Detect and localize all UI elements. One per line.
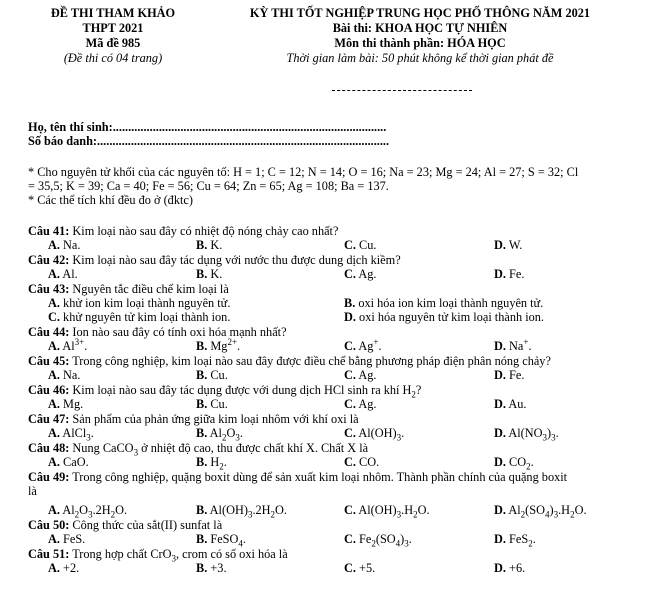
option-c: C. Cu.	[344, 238, 377, 252]
question-46: Câu 46: Kim loại nào sau đây tác dụng được với dung dịch HCl sinh ra khí $H_2$?	[28, 383, 422, 400]
option-c: C. +5.	[344, 561, 376, 575]
question-51-options	[48, 561, 640, 575]
question-label: Câu 49:	[28, 470, 70, 484]
question-label: Câu 46:	[28, 383, 70, 397]
option-c: C. CO.	[344, 455, 380, 469]
exam-title: KỲ THI TỐT NGHIỆP TRUNG HỌC PHỔ THÔNG NĂM 2021	[249, 6, 591, 20]
option-c: C. Ag.	[344, 368, 377, 382]
option-a: A. Na.	[48, 238, 81, 252]
question-49-continuation: là	[28, 484, 37, 498]
option-a: A. Mg.	[48, 397, 84, 411]
question-label: Câu 47:	[28, 412, 70, 426]
c: C. $Al(OH)_3.H_2O$.	[344, 503, 430, 520]
question-45: Câu 45: Trong công nghiệp, kim loại nào sau đây được điều chế bằng phương pháp điện phân nóng chảy?	[28, 354, 551, 368]
question-41-options	[48, 238, 640, 252]
option-d: D. Au.	[494, 397, 527, 411]
option-d: D. Fe.	[494, 267, 525, 281]
b: B. $Al(OH)_3.2H_2O$.	[196, 503, 288, 520]
exam-header-left	[28, 6, 198, 66]
option-b: B. Cu.	[196, 397, 228, 411]
option-d: D. oxi hóa nguyên tử kim loại thành ion.	[344, 310, 544, 324]
option-b: B. +3.	[196, 561, 227, 575]
option-a: A. khử ion kim loại thành nguyên tử.	[48, 296, 231, 310]
option-d: D. Fe.	[494, 368, 525, 382]
option-c: C. khử nguyên tử kim loại thành ion.	[48, 310, 231, 324]
exam-subject: Bài thi: KHOA HỌC TỰ NHIÊN	[332, 21, 508, 35]
candidate-name-line: Họ, tên thí sinh:.........................................................................................	[28, 120, 387, 134]
question-42-options	[48, 267, 640, 281]
option-b: B. $Al_2O_3$.	[196, 426, 243, 443]
exam-duration: Thời gian làm bài: 50 phút không kể thời gian phát đề	[286, 51, 554, 65]
gas-volume-note: * Các thể tích khí đều đo ở (đktc)	[28, 193, 193, 207]
question-label: Câu 44:	[28, 325, 70, 339]
question-43-options	[48, 310, 640, 324]
atomic-mass-note-1: * Cho nguyên tử khối của các nguyên tố: H = 1; C = 12; N = 14; O = 16; Na = 23; Mg = 24; Al = 27; S = 32; Cl	[28, 165, 579, 179]
option-a: A. $Al^{3+}$.	[48, 336, 88, 353]
question-42: Câu 42: Kim loại nào sau đây tác dụng với nước thu được dung dịch kiềm?	[28, 253, 401, 267]
option-b: B. $Mg^{2+}$.	[196, 336, 241, 353]
option-d: D. FeS$_2$.	[494, 532, 536, 549]
question-51: Câu 51: Trong hợp chất CrO$_3$, crom có số oxi hóa là	[28, 547, 288, 564]
exam-component: Môn thi thành phần: HÓA HỌC	[334, 36, 506, 50]
option-a: A. Al.	[48, 267, 78, 281]
question-48-options	[48, 455, 640, 472]
option-d: D. Na+.	[494, 336, 532, 353]
option-b: B. K.	[196, 267, 223, 281]
option-d: D. W.	[494, 238, 523, 252]
option-c: C. $Al(OH)_3$.	[344, 426, 405, 443]
option-c: C. Ag.	[344, 267, 377, 281]
option-b: B. oxi hóa ion kim loại thành nguyên tử.	[344, 296, 544, 310]
question-47: Câu 47: Sản phẩm của phản ứng giữa kim loại nhôm với khí oxi là	[28, 412, 359, 426]
question-43: Câu 43: Nguyên tắc điều chế kim loại là	[28, 282, 229, 296]
question-49: Câu 49: Trong công nghiệp, quặng boxit dùng để sản xuất kim loại nhôm. Thành phần chính của quặng boxit	[28, 470, 568, 484]
option-a: A. FeS.	[48, 532, 86, 546]
question-46-options	[48, 397, 640, 411]
option-d: D. $CO_2$.	[494, 455, 534, 472]
page-count: (Đề thi có 04 trang)	[63, 51, 163, 65]
question-label: Câu 41:	[28, 224, 70, 238]
atomic-mass-note-2: = 35,5; K = 39; Ca = 40; Fe = 56; Cu = 64; Zn = 65; Ag = 108; Ba = 137.	[28, 179, 389, 193]
option-c: C. Ag+.	[344, 336, 382, 353]
question-label: Câu 50:	[28, 518, 70, 532]
question-label: Câu 42:	[28, 253, 70, 267]
option-d: D. $Al(NO_3)_3$.	[494, 426, 559, 443]
question-43-options	[48, 296, 640, 310]
option-a: A. AlCl$_3$.	[48, 426, 94, 443]
d: D. $Al_2(SO_4)_3.H_2O$.	[494, 503, 587, 520]
question-label: Câu 45:	[28, 354, 70, 368]
exam-year: THPT 2021	[82, 21, 144, 35]
question-45-options	[48, 368, 640, 382]
option-b: B. FeSO$_4$.	[196, 532, 246, 549]
question-47-options	[48, 426, 640, 443]
exam-type: ĐỀ THI THAM KHẢO	[50, 6, 176, 20]
question-50-options	[48, 532, 640, 549]
question-49-options	[48, 503, 640, 520]
question-44-options	[48, 336, 640, 353]
option-a: A. +2.	[48, 561, 80, 575]
candidate-id-line: Số báo danh:...............................................................................................	[28, 134, 390, 148]
question-41: Câu 41: Kim loại nào sau đây có nhiệt độ nóng chảy cao nhất?	[28, 224, 339, 238]
question-48: Câu 48: Nung CaCO$_3$ ở nhiệt độ cao, thu được chất khí X. Chất X là	[28, 441, 369, 458]
question-label: Câu 43:	[28, 282, 70, 296]
a: A. $Al_2O_3.2H_2O$.	[48, 503, 128, 520]
option-c: C. Ag.	[344, 397, 377, 411]
exam-code: Mã đề 985	[85, 36, 141, 50]
option-a: A. CaO.	[48, 455, 89, 469]
header-divider	[332, 90, 472, 91]
exam-header-right	[200, 6, 640, 66]
option-b: B. $H_2$.	[196, 455, 227, 472]
option-c: C. $Fe_2(SO_4)_3$.	[344, 532, 412, 549]
option-a: A. Na.	[48, 368, 81, 382]
question-44: Câu 44: Ion nào sau đây có tính oxi hóa mạnh nhất?	[28, 325, 287, 339]
option-b: B. Cu.	[196, 368, 228, 382]
question-label: Câu 48:	[28, 441, 70, 455]
option-d: D. +6.	[494, 561, 526, 575]
question-50: Câu 50: Công thức của sắt(II) sunfat là	[28, 518, 223, 532]
question-label: Câu 51:	[28, 547, 70, 561]
option-b: B. K.	[196, 238, 223, 252]
